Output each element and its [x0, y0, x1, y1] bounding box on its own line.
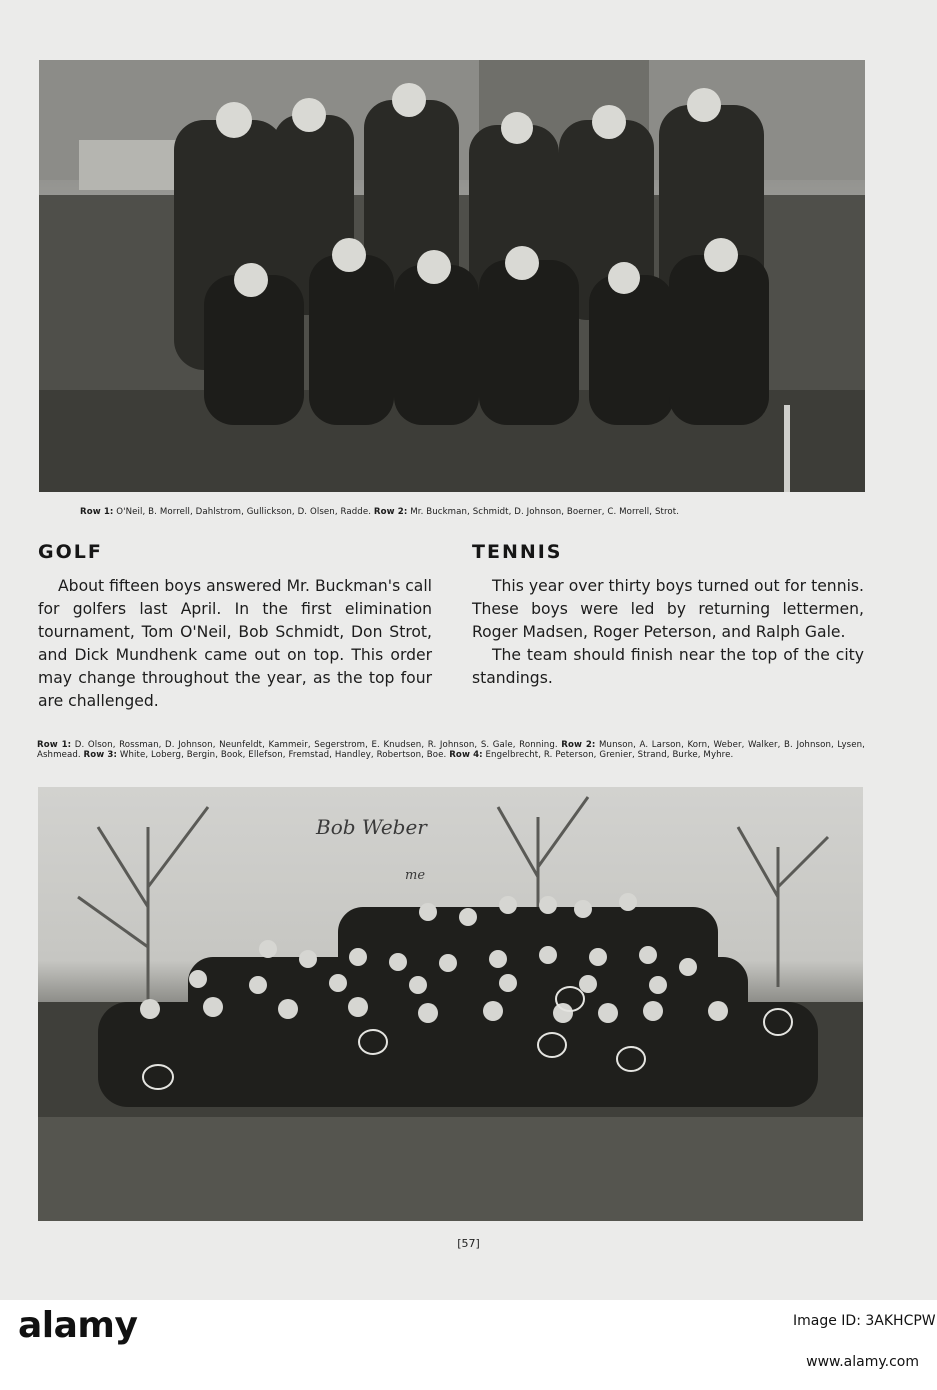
golf-heading: GOLF — [38, 541, 103, 563]
tennis-photo-caption — [37, 740, 865, 760]
tennis-caption-row1-label: Row 1: — [37, 740, 72, 750]
golf-photo-illustration — [39, 60, 865, 492]
tennis-article — [472, 575, 864, 690]
tennis-caption-row2-names: Munson, A. Larson, Korn, Weber, Walker, B. Johnson, Lysen, Ashmead. — [37, 740, 866, 760]
golf-team-photo — [39, 60, 865, 492]
page-number: [57] — [457, 1237, 480, 1250]
alamy-logo: alamy — [18, 1305, 138, 1346]
golf-caption-row1-names: O'Neil, B. Morrell, Dahlstrom, Gullickson, D. Olsen, Radde. — [113, 507, 374, 517]
site-url: www.alamy.com — [806, 1354, 919, 1370]
golf-caption-row1-label: Row 1: — [80, 507, 114, 517]
tennis-caption-row4-label: Row 4: — [449, 750, 483, 760]
golf-caption-row2-names: Mr. Buckman, Schmidt, D. Johnson, Boerner, C. Morrell, Strot. — [407, 507, 680, 517]
tennis-team-photo — [38, 787, 863, 1221]
tennis-heading: TENNIS — [472, 541, 563, 563]
tennis-paragraph-2: The team should finish near the top of the city standings. — [472, 646, 864, 687]
golf-photo-caption — [80, 507, 860, 517]
tennis-caption-row2-label: Row 2: — [561, 740, 596, 750]
handwritten-me-note: me — [405, 868, 426, 883]
tennis-caption-row3-names: White, Loberg, Bergin, Book, Ellefson, Fremstad, Handley, Robertson, Boe. — [117, 750, 450, 760]
golf-caption-row2-label: Row 2: — [373, 507, 408, 517]
golf-article — [38, 575, 432, 713]
tennis-caption-row1-names: D. Olson, Rossman, D. Johnson, Neunfeldt, Kammeir, Segerstrom, E. Knudsen, R. Johnson, S. Gale, Ronning. — [71, 740, 562, 750]
golf-paragraph: About fifteen boys answered Mr. Buckman's call for golfers last April. In the first elimination tournament, Tom O'Neil, Bob Schmidt, Don Strot, and Dick Mundhenk came out on top. This order may change throughout the year, as the top four are challenged. — [38, 577, 432, 710]
image-id-label: Image ID: 3AKHCPW — [793, 1313, 936, 1329]
handwritten-name: Bob Weber — [316, 815, 427, 839]
tennis-photo-illustration — [38, 787, 863, 1221]
tennis-caption-row3-label: Row 3: — [83, 750, 118, 760]
tennis-caption-row4-names: Engelbrecht, R. Peterson, Grenier, Strand, Burke, Myhre. — [482, 750, 734, 760]
tennis-paragraph-1: This year over thirty boys turned out for tennis. These boys were led by returning lettermen, Roger Madsen, Roger Peterson, and Ralph Gale. — [472, 577, 864, 641]
